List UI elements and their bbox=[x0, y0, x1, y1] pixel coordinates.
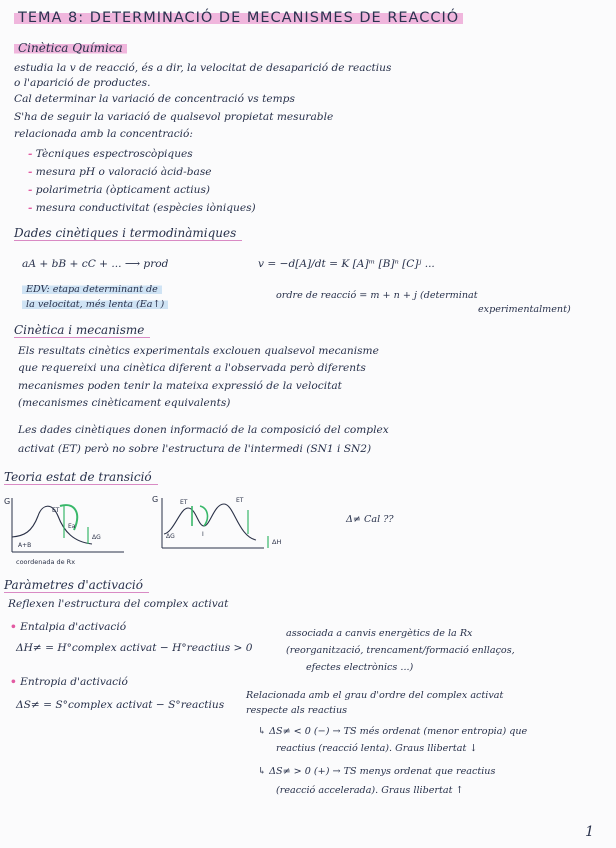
entalpia-label: • Entalpia d'activació bbox=[10, 621, 127, 633]
cinetica-bullet-2: - mesura pH o valoració àcid-base bbox=[28, 166, 212, 178]
entropia-negative-case-1: ↳ ΔS≠ < 0 (−) → TS més ordenat (menor entropia) que bbox=[258, 726, 528, 737]
cinetica-bullet-1: - Tècniques espectroscòpiques bbox=[28, 148, 193, 160]
entalpia-note-2: (reorganització, trencament/formació enllaços, bbox=[286, 645, 515, 656]
entalpia-formula: ΔH≠ = H°complex activat − H°reactius > 0 bbox=[16, 642, 253, 654]
section-heading-mecanisme: Cinètica i mecanisme bbox=[14, 323, 150, 337]
energy-profile-diagram-2 bbox=[152, 492, 304, 560]
cinetica-line-4: S'ha de seguir la variació de qualsevol propietat mesurable bbox=[14, 111, 334, 123]
section-heading-teoria: Teoria estat de transició bbox=[4, 470, 158, 484]
teoria-diagram-note: Δ≠ Cal ?? bbox=[346, 514, 394, 525]
entropia-positive-case-2: (reacció accelerada). Graus llibertat ↑ bbox=[276, 785, 464, 796]
entropia-note-2: respecte als reactius bbox=[246, 705, 348, 716]
bleed-through-text bbox=[398, 40, 598, 250]
rds-note-line-2: la velocitat, més lenta (Ea↑) bbox=[22, 299, 168, 310]
page-number: 1 bbox=[585, 824, 594, 840]
mecanisme-line-6: activat (ET) però no sobre l'estructura de l'intermedi (SN1 i SN2) bbox=[18, 443, 372, 455]
entropia-note-1: Relacionada amb el grau d'ordre del complex activat bbox=[246, 690, 504, 701]
ts-label-3: ET bbox=[236, 497, 244, 504]
cinetica-bullet-3: - polarimetria (òpticament actius) bbox=[28, 184, 211, 196]
mecanisme-line-5: Les dades cinètiques donen informació de la composició del complex bbox=[18, 424, 389, 436]
section-heading-cinetica: Cinètica Química bbox=[14, 41, 127, 55]
rate-law: v = −d[A]/dt = K [A]ᵐ [B]ⁿ [C]ʲ ... bbox=[258, 258, 435, 270]
g-axis-label-2: G bbox=[152, 495, 159, 504]
energy-profile-diagram-1 bbox=[4, 492, 134, 570]
page-title: TEMA 8: DETERMINACIÓ DE MECANISMES DE REACCIÓ bbox=[14, 10, 490, 32]
mecanisme-line-3: mecanismes poden tenir la mateixa expressió de la velocitat bbox=[18, 380, 342, 392]
activacio-intro: Reflexen l'estructura del complex activat bbox=[8, 598, 229, 610]
ts-label-2: ET bbox=[180, 499, 188, 506]
section-heading-dades: Dades cinètiques i termodinàmiques bbox=[14, 226, 242, 240]
order-note-line-2: experimentalment) bbox=[478, 304, 571, 315]
cinetica-line-3: Cal determinar la variació de concentració vs temps bbox=[14, 93, 295, 105]
entalpia-note-1: associada a canvis energètics de la Rx bbox=[286, 628, 473, 639]
mecanisme-line-4: (mecanismes cinèticament equivalents) bbox=[18, 397, 231, 409]
entalpia-note-3: efectes electrònics ...) bbox=[306, 662, 414, 673]
section-heading-activacio: Paràmetres d'activació bbox=[4, 578, 149, 592]
reaction-equation: aA + bB + cC + ... ⟶ prod bbox=[22, 258, 169, 270]
rds-note-line-1: EDV: etapa determinant de bbox=[22, 284, 162, 295]
coord-label-1: coordenada de Rx bbox=[16, 558, 76, 566]
entropia-formula: ΔS≠ = S°complex activat − S°reactius bbox=[16, 699, 225, 711]
entropia-negative-case-2: reactius (reacció lenta). Graus llibertat ↓ bbox=[276, 743, 478, 754]
g-axis-label: G bbox=[4, 497, 11, 506]
intermediate-label: I bbox=[202, 531, 204, 538]
dh-label: ΔH bbox=[272, 538, 282, 546]
cinetica-line-2: o l'aparició de productes. bbox=[14, 77, 151, 89]
dg-label-2: ΔG bbox=[166, 533, 175, 540]
cinetica-bullet-4: - mesura conductivitat (espècies iòniques) bbox=[28, 202, 256, 214]
mecanisme-line-2: que requereixi una cinètica diferent a l'observada però diferents bbox=[18, 362, 366, 374]
entropia-positive-case-1: ↳ ΔS≠ > 0 (+) → TS menys ordenat que reactius bbox=[258, 766, 496, 777]
dg-label-1: ΔG bbox=[92, 534, 101, 541]
cinetica-line-1: estudia la v de reacció, és a dir, la velocitat de desaparició de reactius bbox=[14, 62, 392, 74]
reactants-label: A+B bbox=[18, 542, 32, 549]
entropia-label: • Entropia d'activació bbox=[10, 676, 128, 688]
mecanisme-line-1: Els resultats cinètics experimentals exclouen qualsevol mecanisme bbox=[18, 345, 379, 357]
ts-label-1: ET bbox=[52, 507, 60, 514]
order-note-line-1: ordre de reacció = m + n + j (determinat bbox=[276, 290, 478, 301]
cinetica-line-5: relacionada amb la concentració: bbox=[14, 128, 193, 140]
ea-label-1: Ea bbox=[68, 523, 76, 530]
